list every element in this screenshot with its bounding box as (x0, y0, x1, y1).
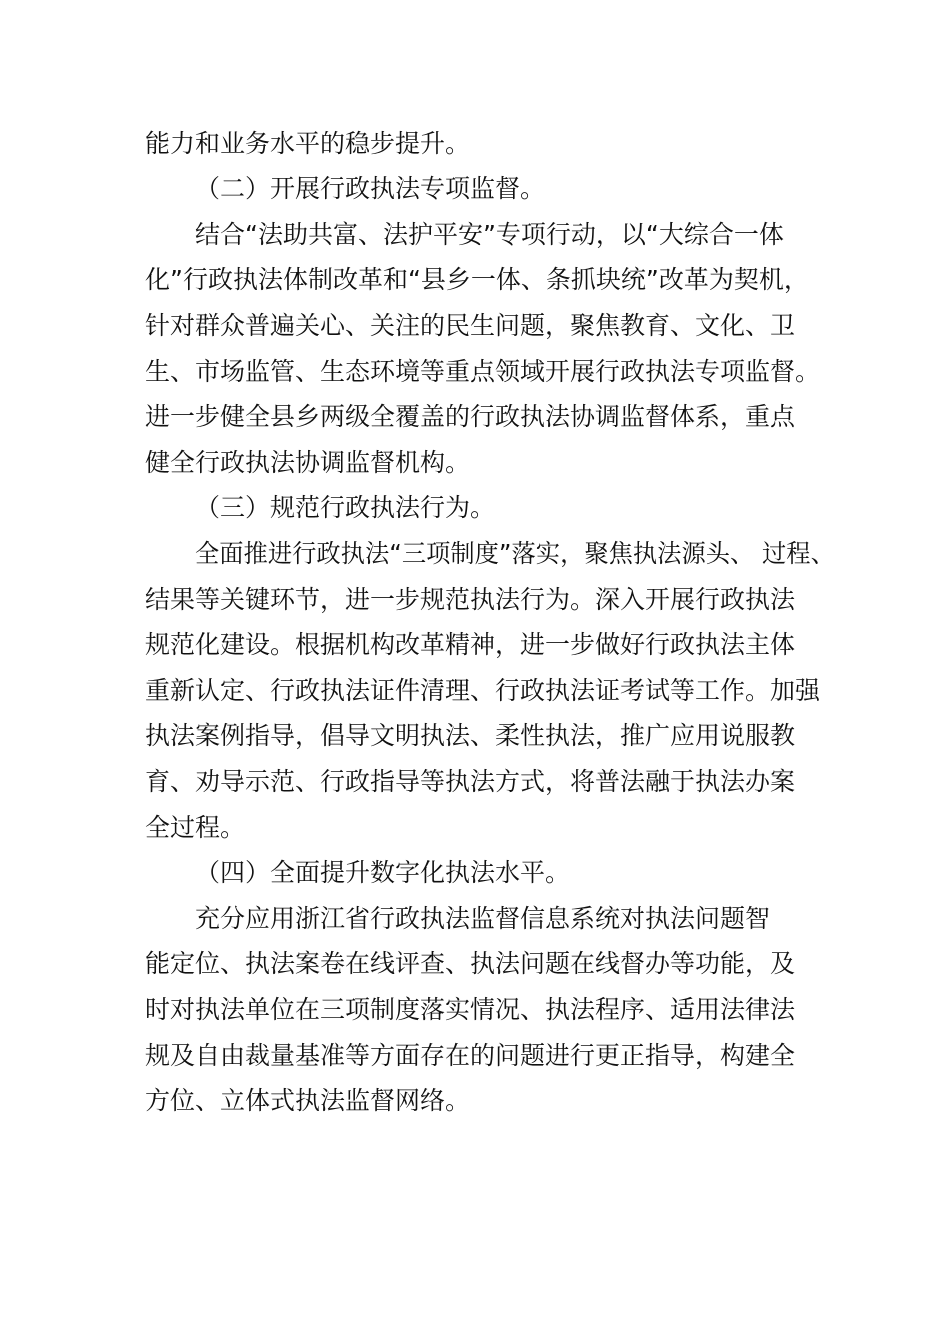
text-line: 结果等关键环节，进一步规范执法行为。深入开展行政执法 (145, 585, 796, 614)
text-line: 执法案例指导，倡导文明执法、柔性执法，推广应用说服教 (145, 721, 796, 750)
section-heading: （二）开展行政执法专项监督。 (195, 174, 546, 203)
text-line: 进一步健全县乡两级全覆盖的行政执法协调监督体系，重点 (145, 402, 796, 431)
text-line: 方位、立体式执法监督网络。 (145, 1086, 471, 1115)
text-line: 生、市场监管、生态环境等重点领域开展行政执法专项监督。 (145, 357, 821, 386)
text-line: 能力和业务水平的稳步提升。 (145, 129, 471, 158)
text-line: 育、劝导示范、行政指导等执法方式，将普法融于执法办案 (145, 767, 796, 796)
section-heading: （三）规范行政执法行为。 (195, 493, 496, 522)
section-heading: （四）全面提升数字化执法水平。 (195, 858, 571, 887)
text-line: 充分应用浙江省行政执法监督信息系统对执法问题智 (195, 904, 771, 933)
text-line: 规范化建设。根据机构改革精神，进一步做好行政执法主体 (145, 630, 796, 659)
text-line: 针对群众普遍关心、关注的民生问题，聚焦教育、文化、卫 (145, 311, 796, 340)
text-line: 全面推进行政执法“三项制度”落实，聚焦执法源头、 过程、 (195, 539, 835, 568)
text-line: 能定位、执法案卷在线评查、执法问题在线督办等功能，及 (145, 949, 796, 978)
text-line: 规及自由裁量基准等方面存在的问题进行更正指导，构建全 (145, 1041, 796, 1070)
text-line: 结合“法助共富、法护平安”专项行动，以“大综合一体 (195, 220, 784, 249)
text-line: 化”行政执法体制改革和“县乡一体、条抓块统”改革为契机， (145, 265, 809, 294)
text-line: 健全行政执法协调监督机构。 (145, 448, 471, 477)
text-line: 全过程。 (145, 813, 246, 842)
text-line: 时对执法单位在三项制度落实情况、执法程序、适用法律法 (145, 995, 796, 1024)
text-line: 重新认定、行政执法证件清理、行政执法证考试等工作。加强 (145, 676, 821, 705)
